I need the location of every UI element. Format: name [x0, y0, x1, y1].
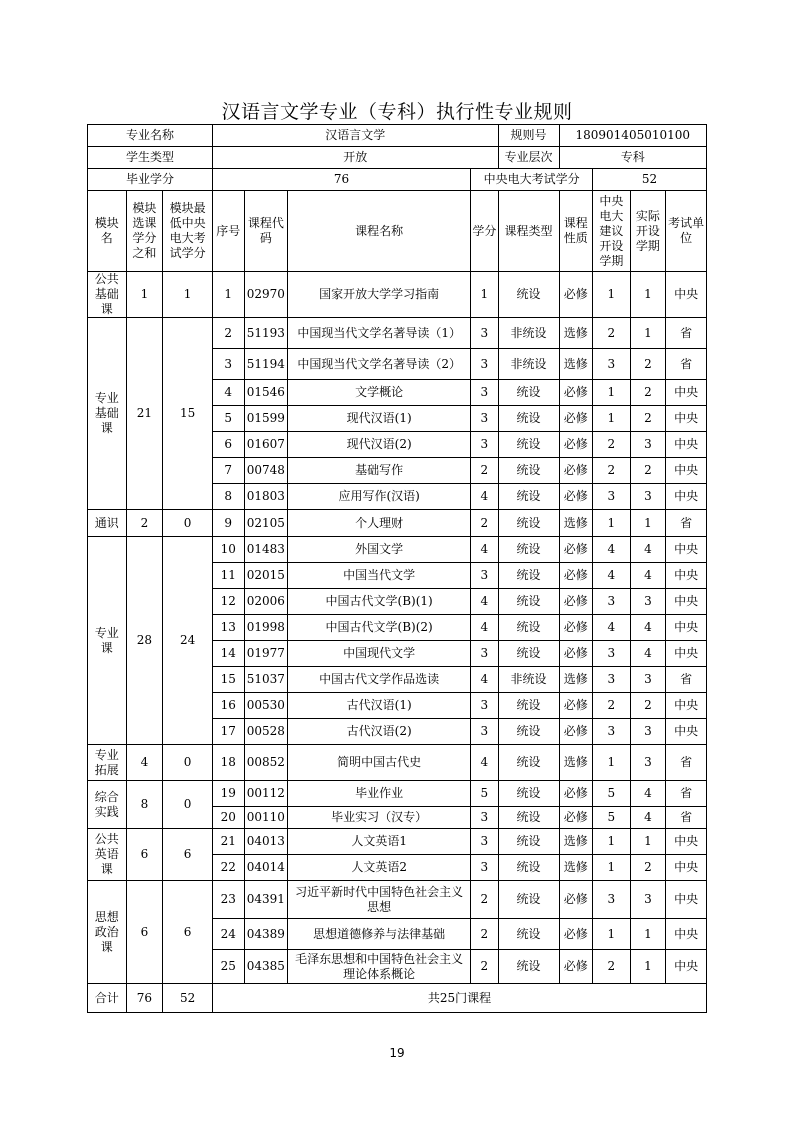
course-exam-unit: 省	[666, 807, 707, 829]
col-module: 模块名	[88, 191, 127, 272]
col-code: 课程代码	[244, 191, 288, 272]
module-credit-sum: 1	[126, 272, 163, 318]
course-credit: 3	[471, 432, 498, 458]
course-seq: 15	[213, 667, 245, 693]
course-exam-unit: 中央	[666, 615, 707, 641]
module-credit-sum: 6	[126, 881, 163, 984]
course-nature: 必修	[559, 484, 593, 510]
course-type: 统设	[498, 693, 559, 719]
course-nature: 必修	[559, 589, 593, 615]
course-actual-term: 4	[630, 563, 666, 589]
course-code: 00852	[244, 745, 288, 781]
course-row	[88, 745, 707, 781]
course-nature: 必修	[559, 406, 593, 432]
course-suggest-term: 3	[593, 484, 631, 510]
course-type: 非统设	[498, 318, 559, 349]
course-name: 思想道德修养与法律基础	[288, 919, 471, 950]
course-seq: 6	[213, 432, 245, 458]
module-name: 思想政治课	[88, 881, 127, 984]
course-type: 统设	[498, 919, 559, 950]
course-nature: 必修	[559, 641, 593, 667]
course-type: 统设	[498, 510, 559, 537]
course-name: 人文英语1	[288, 829, 471, 855]
course-type: 统设	[498, 432, 559, 458]
course-code: 04389	[244, 919, 288, 950]
module-min-credit: 0	[163, 745, 213, 781]
course-type: 统设	[498, 615, 559, 641]
col-name: 课程名称	[288, 191, 471, 272]
course-nature: 必修	[559, 380, 593, 406]
course-row	[88, 272, 707, 318]
course-credit: 3	[471, 807, 498, 829]
course-exam-unit: 中央	[666, 855, 707, 881]
course-code: 02970	[244, 272, 288, 318]
module-credit-sum: 8	[126, 781, 163, 829]
module-name: 专业课	[88, 537, 127, 745]
course-exam-unit: 省	[666, 510, 707, 537]
course-seq: 10	[213, 537, 245, 563]
course-exam-unit: 中央	[666, 589, 707, 615]
course-seq: 3	[213, 349, 245, 380]
course-name: 古代汉语(1)	[288, 693, 471, 719]
course-row	[88, 881, 707, 919]
course-actual-term: 4	[630, 781, 666, 807]
course-row	[88, 781, 707, 807]
course-actual-term: 2	[630, 855, 666, 881]
central-credits-label: 中央电大考试学分	[471, 169, 593, 191]
course-actual-term: 2	[630, 380, 666, 406]
course-name: 个人理财	[288, 510, 471, 537]
course-actual-term: 1	[630, 950, 666, 984]
course-exam-unit: 中央	[666, 458, 707, 484]
course-seq: 14	[213, 641, 245, 667]
course-type: 统设	[498, 406, 559, 432]
module-min-credit: 6	[163, 881, 213, 984]
course-seq: 9	[213, 510, 245, 537]
course-code: 04385	[244, 950, 288, 984]
course-name: 中国古代文学(B)(1)	[288, 589, 471, 615]
course-nature: 必修	[559, 458, 593, 484]
info-row-major	[88, 125, 707, 147]
course-code: 00530	[244, 693, 288, 719]
course-nature: 必修	[559, 719, 593, 745]
course-type: 统设	[498, 537, 559, 563]
course-nature: 必修	[559, 781, 593, 807]
course-seq: 20	[213, 807, 245, 829]
module-name: 专业基础课	[88, 318, 127, 510]
course-seq: 11	[213, 563, 245, 589]
course-nature: 选修	[559, 349, 593, 380]
student-type-label: 学生类型	[88, 147, 213, 169]
course-code: 00528	[244, 719, 288, 745]
total-label: 合计	[88, 984, 127, 1013]
course-nature: 必修	[559, 950, 593, 984]
course-suggest-term: 1	[593, 380, 631, 406]
course-name: 中国现代文学	[288, 641, 471, 667]
course-credit: 4	[471, 537, 498, 563]
info-row-credits	[88, 169, 707, 191]
course-suggest-term: 2	[593, 950, 631, 984]
course-suggest-term: 3	[593, 667, 631, 693]
course-credit: 2	[471, 458, 498, 484]
course-exam-unit: 中央	[666, 484, 707, 510]
course-type: 统设	[498, 855, 559, 881]
course-credit: 3	[471, 641, 498, 667]
course-exam-unit: 中央	[666, 641, 707, 667]
course-name: 中国现当代文学名著导读（2）	[288, 349, 471, 380]
course-type: 统设	[498, 563, 559, 589]
course-credit: 4	[471, 484, 498, 510]
total-credit-sum: 76	[126, 984, 163, 1013]
course-seq: 12	[213, 589, 245, 615]
col-actual-term: 实际开设学期	[630, 191, 666, 272]
course-exam-unit: 省	[666, 781, 707, 807]
page-number: 19	[389, 1046, 405, 1060]
col-module-sum: 模块选课学分之和	[126, 191, 163, 272]
course-name: 人文英语2	[288, 855, 471, 881]
course-name: 现代汉语(2)	[288, 432, 471, 458]
course-suggest-term: 2	[593, 318, 631, 349]
course-credit: 2	[471, 881, 498, 919]
course-suggest-term: 2	[593, 693, 631, 719]
course-exam-unit: 中央	[666, 563, 707, 589]
module-min-credit: 0	[163, 781, 213, 829]
course-type: 非统设	[498, 667, 559, 693]
module-name: 通识	[88, 510, 127, 537]
course-exam-unit: 中央	[666, 881, 707, 919]
course-name: 基础写作	[288, 458, 471, 484]
module-name: 综合实践	[88, 781, 127, 829]
course-seq: 8	[213, 484, 245, 510]
course-suggest-term: 1	[593, 919, 631, 950]
course-code: 01803	[244, 484, 288, 510]
module-min-credit: 6	[163, 829, 213, 881]
module-min-credit: 0	[163, 510, 213, 537]
course-type: 统设	[498, 745, 559, 781]
course-code: 04013	[244, 829, 288, 855]
course-name: 外国文学	[288, 537, 471, 563]
course-actual-term: 2	[630, 406, 666, 432]
course-credit: 3	[471, 380, 498, 406]
course-nature: 必修	[559, 563, 593, 589]
course-nature: 必修	[559, 432, 593, 458]
course-exam-unit: 中央	[666, 693, 707, 719]
course-actual-term: 1	[630, 272, 666, 318]
course-name: 毕业实习（汉专）	[288, 807, 471, 829]
course-code: 02015	[244, 563, 288, 589]
course-exam-unit: 中央	[666, 380, 707, 406]
course-actual-term: 4	[630, 641, 666, 667]
central-credits-value: 52	[593, 169, 707, 191]
course-suggest-term: 3	[593, 589, 631, 615]
course-nature: 必修	[559, 615, 593, 641]
course-name: 简明中国古代史	[288, 745, 471, 781]
course-credit: 3	[471, 719, 498, 745]
col-module-min: 模块最低中央电大考试学分	[163, 191, 213, 272]
course-credit: 2	[471, 950, 498, 984]
course-actual-term: 1	[630, 510, 666, 537]
credits-label: 毕业学分	[88, 169, 213, 191]
course-exam-unit: 中央	[666, 432, 707, 458]
course-code: 01546	[244, 380, 288, 406]
course-code: 00110	[244, 807, 288, 829]
course-credit: 3	[471, 318, 498, 349]
course-code: 01998	[244, 615, 288, 641]
course-nature: 选修	[559, 318, 593, 349]
course-actual-term: 4	[630, 615, 666, 641]
course-row	[88, 318, 707, 349]
course-type: 统设	[498, 458, 559, 484]
course-seq: 7	[213, 458, 245, 484]
course-nature: 必修	[559, 881, 593, 919]
course-suggest-term: 2	[593, 432, 631, 458]
module-name: 专业拓展	[88, 745, 127, 781]
module-credit-sum: 2	[126, 510, 163, 537]
module-name: 公共基础课	[88, 272, 127, 318]
course-name: 习近平新时代中国特色社会主义思想	[288, 881, 471, 919]
course-suggest-term: 1	[593, 829, 631, 855]
course-type: 统设	[498, 641, 559, 667]
course-seq: 13	[213, 615, 245, 641]
student-type-value: 开放	[213, 147, 499, 169]
course-suggest-term: 4	[593, 537, 631, 563]
course-row	[88, 510, 707, 537]
course-exam-unit: 省	[666, 667, 707, 693]
course-exam-unit: 中央	[666, 950, 707, 984]
course-nature: 必修	[559, 693, 593, 719]
course-row	[88, 537, 707, 563]
course-actual-term: 2	[630, 693, 666, 719]
col-seq: 序号	[213, 191, 245, 272]
col-nature: 课程性质	[559, 191, 593, 272]
course-suggest-term: 3	[593, 719, 631, 745]
column-header-row	[88, 191, 707, 272]
module-credit-sum: 6	[126, 829, 163, 881]
course-exam-unit: 中央	[666, 537, 707, 563]
course-type: 统设	[498, 950, 559, 984]
course-name: 中国古代文学(B)(2)	[288, 615, 471, 641]
module-credit-sum: 4	[126, 745, 163, 781]
course-credit: 3	[471, 406, 498, 432]
total-course-count: 共25门课程	[213, 984, 707, 1013]
course-actual-term: 1	[630, 829, 666, 855]
course-row	[88, 829, 707, 855]
document-title: 汉语言文学专业（专科）执行性专业规则	[221, 101, 573, 123]
level-value: 专科	[559, 147, 706, 169]
course-suggest-term: 1	[593, 855, 631, 881]
total-min-credit: 52	[163, 984, 213, 1013]
credits-value: 76	[213, 169, 471, 191]
course-credit: 4	[471, 615, 498, 641]
module-min-credit: 1	[163, 272, 213, 318]
course-actual-term: 2	[630, 458, 666, 484]
course-nature: 必修	[559, 537, 593, 563]
course-credit: 3	[471, 349, 498, 380]
course-plan-table	[87, 124, 707, 1013]
course-type: 统设	[498, 484, 559, 510]
course-type: 统设	[498, 781, 559, 807]
course-credit: 4	[471, 667, 498, 693]
course-exam-unit: 中央	[666, 719, 707, 745]
course-suggest-term: 4	[593, 615, 631, 641]
course-nature: 选修	[559, 855, 593, 881]
course-code: 00112	[244, 781, 288, 807]
course-code: 01599	[244, 406, 288, 432]
course-suggest-term: 2	[593, 458, 631, 484]
course-name: 中国现当代文学名著导读（1）	[288, 318, 471, 349]
course-suggest-term: 4	[593, 563, 631, 589]
course-credit: 3	[471, 563, 498, 589]
course-type: 统设	[498, 807, 559, 829]
col-type: 课程类型	[498, 191, 559, 272]
course-seq: 22	[213, 855, 245, 881]
course-actual-term: 3	[630, 589, 666, 615]
module-min-credit: 24	[163, 537, 213, 745]
rule-no-label: 规则号	[498, 125, 559, 147]
course-code: 04014	[244, 855, 288, 881]
course-suggest-term: 1	[593, 272, 631, 318]
module-min-credit: 15	[163, 318, 213, 510]
course-code: 51037	[244, 667, 288, 693]
course-nature: 必修	[559, 272, 593, 318]
info-row-student-type	[88, 147, 707, 169]
course-seq: 4	[213, 380, 245, 406]
course-name: 中国当代文学	[288, 563, 471, 589]
course-exam-unit: 中央	[666, 272, 707, 318]
course-code: 00748	[244, 458, 288, 484]
course-credit: 3	[471, 855, 498, 881]
course-seq: 16	[213, 693, 245, 719]
course-exam-unit: 中央	[666, 829, 707, 855]
course-seq: 19	[213, 781, 245, 807]
major-value: 汉语言文学	[213, 125, 499, 147]
course-seq: 1	[213, 272, 245, 318]
course-name: 毛泽东思想和中国特色社会主义理论体系概论	[288, 950, 471, 984]
course-type: 统设	[498, 589, 559, 615]
course-exam-unit: 中央	[666, 919, 707, 950]
course-actual-term: 3	[630, 719, 666, 745]
course-seq: 2	[213, 318, 245, 349]
course-seq: 18	[213, 745, 245, 781]
course-suggest-term: 3	[593, 349, 631, 380]
course-nature: 选修	[559, 510, 593, 537]
course-nature: 必修	[559, 807, 593, 829]
course-code: 01483	[244, 537, 288, 563]
course-actual-term: 3	[630, 745, 666, 781]
course-type: 统设	[498, 881, 559, 919]
course-name: 应用写作(汉语)	[288, 484, 471, 510]
course-nature: 必修	[559, 919, 593, 950]
course-type: 统设	[498, 272, 559, 318]
col-exam-unit: 考试单位	[666, 191, 707, 272]
course-actual-term: 4	[630, 807, 666, 829]
course-exam-unit: 省	[666, 745, 707, 781]
course-name: 古代汉语(2)	[288, 719, 471, 745]
course-actual-term: 3	[630, 667, 666, 693]
course-actual-term: 1	[630, 919, 666, 950]
course-code: 51194	[244, 349, 288, 380]
course-suggest-term: 3	[593, 641, 631, 667]
col-credit: 学分	[471, 191, 498, 272]
course-exam-unit: 中央	[666, 406, 707, 432]
module-credit-sum: 21	[126, 318, 163, 510]
course-name: 中国古代文学作品选读	[288, 667, 471, 693]
course-actual-term: 4	[630, 537, 666, 563]
course-actual-term: 3	[630, 881, 666, 919]
course-exam-unit: 省	[666, 318, 707, 349]
module-credit-sum: 28	[126, 537, 163, 745]
course-credit: 5	[471, 781, 498, 807]
course-type: 非统设	[498, 349, 559, 380]
course-nature: 选修	[559, 667, 593, 693]
course-credit: 3	[471, 693, 498, 719]
course-name: 毕业作业	[288, 781, 471, 807]
course-code: 01607	[244, 432, 288, 458]
course-seq: 24	[213, 919, 245, 950]
course-nature: 选修	[559, 745, 593, 781]
course-code: 02105	[244, 510, 288, 537]
course-exam-unit: 省	[666, 349, 707, 380]
course-code: 02006	[244, 589, 288, 615]
course-suggest-term: 5	[593, 807, 631, 829]
course-suggest-term: 5	[593, 781, 631, 807]
course-credit: 3	[471, 829, 498, 855]
course-suggest-term: 1	[593, 406, 631, 432]
total-row	[88, 984, 707, 1013]
course-credit: 2	[471, 510, 498, 537]
course-seq: 17	[213, 719, 245, 745]
course-suggest-term: 1	[593, 745, 631, 781]
course-code: 01977	[244, 641, 288, 667]
course-credit: 1	[471, 272, 498, 318]
course-credit: 4	[471, 589, 498, 615]
course-credit: 2	[471, 919, 498, 950]
course-nature: 选修	[559, 829, 593, 855]
course-type: 统设	[498, 719, 559, 745]
course-actual-term: 3	[630, 484, 666, 510]
course-name: 文学概论	[288, 380, 471, 406]
course-code: 51193	[244, 318, 288, 349]
course-credit: 4	[471, 745, 498, 781]
course-name: 现代汉语(1)	[288, 406, 471, 432]
course-seq: 25	[213, 950, 245, 984]
course-seq: 21	[213, 829, 245, 855]
col-suggest-term: 中央电大建议开设学期	[593, 191, 631, 272]
course-suggest-term: 1	[593, 510, 631, 537]
major-label: 专业名称	[88, 125, 213, 147]
course-code: 04391	[244, 881, 288, 919]
module-name: 公共英语课	[88, 829, 127, 881]
course-seq: 23	[213, 881, 245, 919]
course-type: 统设	[498, 829, 559, 855]
course-actual-term: 1	[630, 318, 666, 349]
course-type: 统设	[498, 380, 559, 406]
course-name: 国家开放大学学习指南	[288, 272, 471, 318]
course-seq: 5	[213, 406, 245, 432]
level-label: 专业层次	[498, 147, 559, 169]
rule-no-value: 180901405010100	[559, 125, 706, 147]
course-actual-term: 3	[630, 432, 666, 458]
course-suggest-term: 3	[593, 881, 631, 919]
course-actual-term: 2	[630, 349, 666, 380]
